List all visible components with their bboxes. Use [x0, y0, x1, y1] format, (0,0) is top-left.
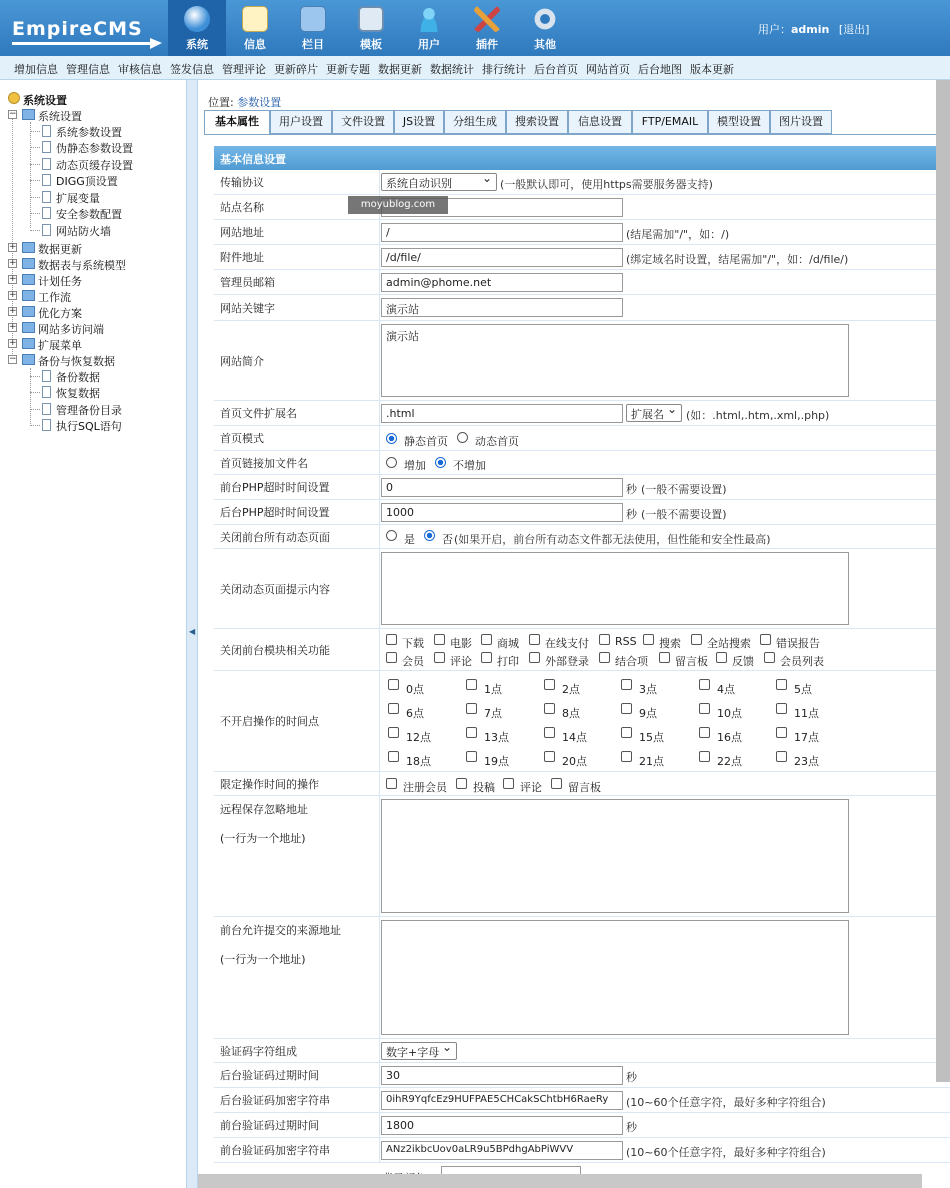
hour-label: 22点 [717, 755, 742, 768]
siteurl-input[interactable]: / [381, 223, 623, 242]
row-intro: 网站简介 演示站 [214, 321, 950, 401]
hour-checkbox[interactable] [776, 703, 787, 714]
tree-item-data-update[interactable]: 数据更新 [38, 243, 82, 256]
hour-label: 23点 [794, 755, 819, 768]
hour-label: 13点 [484, 731, 509, 744]
nav-plugin[interactable]: 插件 [458, 0, 516, 56]
row-remoteignore: 远程保存忽略地址 (一行为一个地址) [214, 796, 950, 917]
hour-checkbox[interactable] [621, 703, 632, 714]
notepad-icon [242, 6, 268, 32]
hour-checkbox[interactable] [621, 751, 632, 762]
expand-icon[interactable]: + [9, 306, 17, 316]
checkbox-comment[interactable] [434, 652, 445, 663]
watermark: moyublog.com [348, 196, 448, 214]
menu-item[interactable]: 增加信息 [14, 63, 58, 76]
tab-image[interactable]: 图片设置 [770, 110, 832, 134]
checkbox-download[interactable] [386, 634, 397, 645]
folder-icon [22, 109, 35, 120]
nav-template[interactable]: 模板 [342, 0, 400, 56]
checkbox-payment[interactable] [529, 634, 540, 645]
row-closedyn: 关闭前台所有动态页面 是 否 (如果开启，前台所有动态文件都无法使用，但性能和安全性最高) [214, 525, 950, 549]
row-allowsrc: 前台允许提交的来源地址 (一行为一个地址) [214, 917, 950, 1039]
hour-label: 17点 [794, 731, 819, 744]
hour-checkbox[interactable] [776, 751, 787, 762]
checkbox-search[interactable] [643, 634, 654, 645]
nav-info[interactable]: 信息 [226, 0, 284, 56]
page-icon [42, 191, 51, 203]
tree-item-security[interactable]: 安全参数配置 [56, 208, 122, 221]
checkbox-register[interactable] [386, 778, 397, 789]
capkey-input[interactable]: ANz2ikbcUov0aLR9u5BPdhgAbPiWVV [381, 1141, 623, 1160]
protocol-select[interactable]: 系统自动识别 ⌄ [381, 173, 497, 191]
tab-file[interactable]: 文件设置 [332, 110, 394, 134]
tree-item-workflow[interactable]: 工作流 [38, 291, 71, 304]
tab-js[interactable]: JS设置 [394, 110, 444, 134]
row-email: 管理员邮箱 admin@phome.net [214, 270, 950, 295]
hour-label: 16点 [717, 731, 742, 744]
expand-icon[interactable]: + [9, 242, 17, 252]
home-icon [8, 92, 20, 104]
checkbox-print[interactable] [481, 652, 492, 663]
hour-checkbox[interactable] [699, 727, 710, 738]
expand-icon[interactable]: + [9, 258, 17, 268]
folder-icon [22, 258, 35, 269]
adminphptime-input[interactable]: 1000 [381, 503, 623, 522]
vertical-scrollbar[interactable] [936, 80, 950, 1082]
row-closehours: 不开启操作的时间点 0点 1点 2点 3点 4点 5点 6点 7点 8点 9点 10点 11点 12点 13点 14点 15点 16点 17点 18点 19点 20点 21点 22点 23点 [214, 671, 950, 772]
hour-label: 12点 [406, 731, 431, 744]
menu-item[interactable]: 签发信息 [170, 63, 214, 76]
menu-item[interactable]: 后台地图 [638, 63, 682, 76]
tree-item-backup-dirs[interactable]: 管理备份目录 [56, 404, 122, 417]
ext-select[interactable]: 扩展名 ⌄ [626, 404, 682, 422]
folder-icon [22, 354, 35, 365]
logout-link[interactable]: [退出] [838, 23, 870, 36]
capttime-input[interactable]: 1800 [381, 1116, 623, 1135]
attachurl-input[interactable]: /d/file/ [381, 248, 623, 267]
hour-label: 10点 [717, 707, 742, 720]
add-filename-radio[interactable] [386, 457, 397, 468]
breadcrumb-link[interactable]: 参数设置 [237, 96, 282, 109]
phptime-input[interactable]: 0 [381, 478, 623, 497]
hour-checkbox[interactable] [388, 703, 399, 714]
menu-item[interactable]: 管理评论 [222, 63, 266, 76]
tab-basic[interactable]: 基本属性 [204, 110, 270, 135]
hour-label: 8点 [562, 707, 580, 720]
page-icon [42, 224, 51, 236]
row-protocol: 传输协议 系统自动识别 ⌄ (一般默认即可，使用https需要服务器支持) [214, 170, 950, 195]
hour-label: 5点 [794, 683, 812, 696]
hour-checkbox[interactable] [388, 751, 399, 762]
row-limitops: 限定操作时间的操作 注册会员 投稿 评论 留言板 [214, 772, 950, 796]
section-header: 基本信息设置 [214, 146, 950, 170]
checkbox-shop[interactable] [481, 634, 492, 645]
hour-label: 6点 [406, 707, 424, 720]
menu-item[interactable]: 更新专题 [326, 63, 370, 76]
folder-icon [22, 274, 35, 285]
allowsrc-textarea[interactable] [381, 920, 849, 1035]
tab-group[interactable]: 分组生成 [444, 110, 506, 134]
tab-info[interactable]: 信息设置 [568, 110, 632, 134]
indexext-input[interactable]: .html [381, 404, 623, 423]
hour-checkbox[interactable] [466, 727, 477, 738]
hour-label: 3点 [639, 683, 657, 696]
row-closemsg: 关闭动态页面提示内容 [214, 549, 950, 629]
page-icon [42, 174, 51, 186]
tree-item-exec-sql[interactable]: 执行SQL语句 [56, 420, 122, 433]
breadcrumb: 位置: 参数设置 [208, 96, 282, 109]
menu-item[interactable]: 更新碎片 [274, 63, 318, 76]
remoteignore-textarea[interactable] [381, 799, 849, 913]
tree-item-backup[interactable]: 备份与恢复数据 [38, 355, 115, 368]
menu-item[interactable]: 版本更新 [690, 63, 734, 76]
menu-item[interactable]: 数据统计 [430, 63, 474, 76]
intro-textarea[interactable]: 演示站 [381, 324, 849, 397]
row-siteurl: 网站地址 / (结尾需加"/"，如：/) [214, 220, 950, 245]
hour-checkbox[interactable] [776, 679, 787, 690]
hour-label: 7点 [484, 707, 502, 720]
hour-checkbox[interactable] [544, 679, 555, 690]
nav-system[interactable]: 系统 [168, 0, 226, 56]
checkbox-error-report[interactable] [760, 634, 771, 645]
user-name: admin [791, 23, 830, 36]
expand-icon[interactable]: + [9, 322, 17, 332]
nav-other[interactable]: 其他 [516, 0, 574, 56]
hour-label: 18点 [406, 755, 431, 768]
page-icon [42, 158, 51, 170]
row-indexmode: 首页模式 静态首页 动态首页 [214, 426, 950, 451]
nav-user[interactable]: 用户 [400, 0, 458, 56]
hour-label: 11点 [794, 707, 819, 720]
folder-icon [22, 338, 35, 349]
row-keywords: 网站关键字 演示站 [214, 295, 950, 321]
close-dynamic-yes-radio[interactable] [386, 530, 397, 541]
pane-splitter[interactable] [186, 80, 198, 1188]
email-input[interactable]: admin@phome.net [381, 273, 623, 292]
hour-label: 0点 [406, 683, 424, 696]
collapse-icon[interactable]: − [9, 109, 17, 119]
row-indexext: 首页文件扩展名 .html 扩展名 ⌄ (如：.html,.htm,.xml,.php) [214, 401, 950, 426]
menu-item[interactable]: 网站首页 [586, 63, 630, 76]
hour-checkbox[interactable] [466, 703, 477, 714]
checkbox-member[interactable] [386, 652, 397, 663]
tab-search[interactable]: 搜索设置 [506, 110, 568, 134]
page-icon [42, 207, 51, 219]
hour-checkbox[interactable] [544, 703, 555, 714]
checkbox-feedback[interactable] [716, 652, 727, 663]
quick-menu-bar [0, 56, 950, 80]
checkbox-submit[interactable] [456, 778, 467, 789]
collapse-icon[interactable]: − [9, 354, 17, 364]
top-header [0, 0, 950, 56]
tree-item-tables-models[interactable]: 数据表与系统模型 [38, 259, 126, 272]
page-icon [42, 419, 51, 431]
tab-user[interactable]: 用户设置 [270, 110, 332, 134]
tree-item-ext-vars[interactable]: 扩展变量 [56, 192, 100, 205]
hour-label: 4点 [717, 683, 735, 696]
dynamic-index-radio[interactable] [457, 432, 468, 443]
keywords-input[interactable]: 演示站 [381, 298, 623, 317]
tab-ftp[interactable]: FTP/EMAIL [632, 110, 708, 134]
hour-checkbox[interactable] [388, 727, 399, 738]
tools-icon [474, 6, 500, 32]
menu-item[interactable]: 数据更新 [378, 63, 422, 76]
folder-icon [22, 306, 35, 317]
menu-item[interactable]: 排行统计 [482, 63, 526, 76]
expand-icon[interactable]: + [9, 274, 17, 284]
tree-item-dynamic-cache[interactable]: 动态页缓存设置 [56, 159, 133, 172]
hour-checkbox[interactable] [621, 727, 632, 738]
captcha-select[interactable]: 数字+字母 ⌄ [381, 1042, 457, 1060]
user-icon [416, 6, 442, 32]
hour-label: 20点 [562, 755, 587, 768]
hour-checkbox[interactable] [699, 679, 710, 690]
tree-item-rewrite-params[interactable]: 伪静态参数设置 [56, 142, 133, 155]
admincaptime-input[interactable]: 30 [381, 1066, 623, 1085]
collapse-arrow-icon[interactable]: ◀ [189, 627, 196, 636]
menu-item[interactable]: 审核信息 [118, 63, 162, 76]
expand-icon[interactable]: + [9, 338, 17, 348]
tab-model[interactable]: 模型设置 [708, 110, 770, 134]
user-info: 用户：admin [退出] [758, 23, 870, 36]
close-dynamic-no-radio[interactable] [424, 530, 435, 541]
tree-item-backup-data[interactable]: 备份数据 [56, 371, 100, 384]
folder-icon [22, 290, 35, 301]
hour-checkbox[interactable] [776, 727, 787, 738]
tree-item-firewall[interactable]: 网站防火墙 [56, 225, 111, 238]
row-indexlink: 首页链接加文件名 增加 不增加 [214, 451, 950, 475]
row-admincapkey: 后台验证码加密字符串 0ihR9YqfcEz9HUFPAE5CHCakSChtbH6RaeRy (10~60个任意字符，最好多种字符组合) [214, 1088, 950, 1113]
hour-label: 14点 [562, 731, 587, 744]
tree-item-digg[interactable]: DIGG顶设置 [56, 175, 118, 188]
template-icon [358, 6, 384, 32]
logo-text: EmpireCMS [12, 18, 143, 40]
tree-item-restore-data[interactable]: 恢复数据 [56, 387, 100, 400]
checkbox-guestbook[interactable] [659, 652, 670, 663]
tree-item-ext-menu[interactable]: 扩展菜单 [38, 339, 82, 352]
checkbox-external-login[interactable] [529, 652, 540, 663]
horizontal-scrollbar[interactable] [198, 1174, 922, 1188]
hour-label: 15点 [639, 731, 664, 744]
tree-item-scheduled[interactable]: 计划任务 [38, 275, 82, 288]
left-tree-pane [0, 80, 186, 1188]
no-filename-radio[interactable] [435, 457, 446, 468]
row-capkey: 前台验证码加密字符串 ANz2ikbcUov0aLR9u5BPdhgAbPiWVV (10~60个任意字符，最好多种字符组合) [214, 1138, 950, 1163]
hour-label: 1点 [484, 683, 502, 696]
closemsg-textarea[interactable] [381, 552, 849, 625]
hour-checkbox[interactable] [466, 751, 477, 762]
hour-checkbox[interactable] [544, 727, 555, 738]
hour-checkbox[interactable] [621, 679, 632, 690]
hour-checkbox[interactable] [466, 679, 477, 690]
row-sitename: 站点名称 [214, 195, 950, 220]
tree-item-system-params[interactable]: 系统参数设置 [56, 126, 122, 139]
page-icon [42, 370, 51, 382]
globe-icon [184, 6, 210, 32]
row-phptime: 前台PHP超时时间设置 0 秒 (一般不需要设置) [214, 475, 950, 500]
page-icon [42, 403, 51, 415]
tree-item-optimize[interactable]: 优化方案 [38, 307, 82, 320]
gear-icon [532, 6, 558, 32]
checkbox-fullsearch[interactable] [691, 634, 702, 645]
row-attachurl: 附件地址 /d/file/ (绑定域名时设置，结尾需加"/"，如：/d/file/) [214, 245, 950, 270]
folder-icon [22, 242, 35, 253]
hour-label: 9点 [639, 707, 657, 720]
hour-label: 19点 [484, 755, 509, 768]
static-index-radio[interactable] [386, 433, 397, 444]
page-icon [42, 125, 51, 137]
row-capttime: 前台验证码过期时间 1800 秒 [214, 1113, 950, 1138]
checkbox-combine[interactable] [599, 652, 610, 663]
page-icon [42, 386, 51, 398]
hour-label: 2点 [562, 683, 580, 696]
menu-item[interactable]: 后台首页 [534, 63, 578, 76]
checkbox-rss[interactable] [599, 634, 610, 645]
expand-icon[interactable]: + [9, 290, 17, 300]
menu-item[interactable]: 管理信息 [66, 63, 110, 76]
checkbox-member-list[interactable] [764, 652, 775, 663]
hour-checkbox[interactable] [699, 751, 710, 762]
checkbox-limit-guestbook[interactable] [551, 778, 562, 789]
empirecms-logo [6, 6, 166, 50]
admincapkey-input[interactable]: 0ihR9YqfcEz9HUFPAE5CHCakSChtbH6RaeRy [381, 1091, 623, 1110]
tree-item-multi-access[interactable]: 网站多访问端 [38, 323, 104, 336]
tree-item-system-settings[interactable]: 系统设置 [38, 110, 82, 123]
row-adminphptime: 后台PHP超时时间设置 1000 秒 (一般不需要设置) [214, 500, 950, 525]
folder-icon [300, 6, 326, 32]
hour-checkbox[interactable] [388, 679, 399, 690]
folder-icon [22, 322, 35, 333]
nav-column[interactable]: 栏目 [284, 0, 342, 56]
checkbox-limit-comment[interactable] [503, 778, 514, 789]
page-icon [42, 141, 51, 153]
tree-root[interactable]: 系统设置 [23, 94, 67, 107]
row-admincaptime: 后台验证码过期时间 30 秒 [214, 1063, 950, 1088]
hour-checkbox[interactable] [699, 703, 710, 714]
checkbox-movie[interactable] [434, 634, 445, 645]
row-closemod: 关闭前台模块相关功能 下载 电影 商城 在线支付 RSS 搜索 全站搜索 错误报告 会员 评论 打印 外部登录 结合项 留言板 反馈 会员列表 [214, 629, 950, 671]
hour-label: 21点 [639, 755, 664, 768]
row-captcha: 验证码字符组成 数字+字母 ⌄ [214, 1039, 950, 1063]
hour-checkbox[interactable] [544, 751, 555, 762]
